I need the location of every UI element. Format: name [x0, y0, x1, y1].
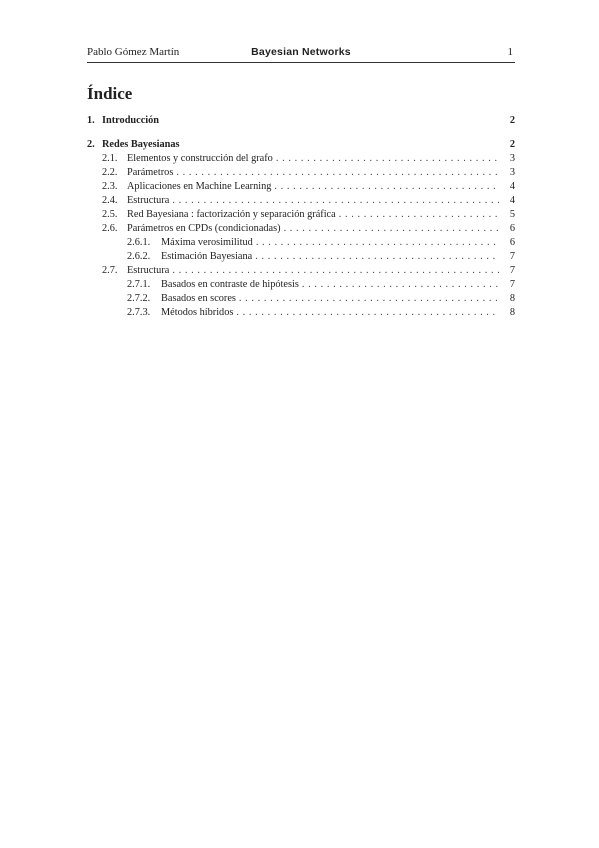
toc-entry-number: 2.7.3. [127, 307, 151, 318]
toc-entry-subsubsection[interactable] [127, 278, 515, 291]
toc-entry-subsection[interactable] [102, 222, 515, 235]
toc-leader-dots [274, 180, 499, 193]
toc-entry-page: 4 [509, 181, 515, 192]
header-title: Bayesian Networks [251, 46, 351, 58]
toc-entry-number: 2.7. [102, 265, 118, 276]
toc-leader-dots [172, 264, 499, 277]
toc-entry-subsection[interactable] [102, 180, 515, 193]
toc-entry-number: 2.7.2. [127, 293, 151, 304]
toc-entry-label: Parámetros en CPDs (condicionadas) [127, 223, 281, 234]
header-rule [87, 62, 515, 63]
header-page-number: 1 [507, 46, 513, 58]
toc-entry-page: 8 [509, 293, 515, 304]
toc-entry-number: 2.6.2. [127, 251, 151, 262]
toc-title: Índice [87, 84, 133, 103]
toc-entry-number: 2.7.1. [127, 279, 151, 290]
toc-leader-dots [172, 194, 499, 207]
toc-entry-label: Elementos y construcción del grafo [127, 153, 273, 164]
toc-entry-label: Parámetros [127, 167, 174, 178]
toc-leader-dots [239, 292, 499, 305]
toc-entry-page: 2 [509, 139, 515, 150]
toc-entry-subsection[interactable] [102, 208, 515, 221]
toc-entry-section[interactable] [87, 138, 515, 151]
toc-entry-number: 1. [87, 115, 95, 126]
toc-entry-subsection[interactable] [102, 152, 515, 165]
toc-entry-label: Estructura [127, 265, 170, 276]
toc-entry-label: Aplicaciones en Machine Learning [127, 181, 272, 192]
toc-entry-subsubsection[interactable] [127, 236, 515, 249]
running-header [87, 46, 515, 60]
toc-entry-label: Redes Bayesianas [102, 139, 180, 150]
toc-entry-number: 2.6. [102, 223, 118, 234]
toc-entry-number: 2.4. [102, 195, 118, 206]
toc-leader-dots [276, 152, 499, 165]
toc-entry-number: 2.1. [102, 153, 118, 164]
toc-leader-dots [284, 222, 499, 235]
toc-entry-page: 7 [509, 251, 515, 262]
toc-entry-page: 4 [509, 195, 515, 206]
toc-entry-page: 6 [509, 223, 515, 234]
toc-entry-label: Estructura [127, 195, 170, 206]
toc-leader-dots [236, 306, 499, 319]
toc-leader-dots [339, 208, 499, 221]
toc-entry-page: 6 [509, 237, 515, 248]
toc-entry-page: 3 [509, 167, 515, 178]
toc-entry-number: 2.6.1. [127, 237, 151, 248]
toc-entry-label: Métodos híbridos [161, 307, 234, 318]
toc-entry-label: Basados en scores [161, 293, 236, 304]
toc-entry-section[interactable] [87, 114, 515, 127]
header-author: Pablo Gómez Martín [87, 46, 180, 58]
toc-entry-page: 7 [509, 265, 515, 276]
toc-leader-dots [302, 278, 499, 291]
toc-entry-subsubsection[interactable] [127, 250, 515, 263]
toc-entry-label: Introducción [102, 115, 160, 126]
toc-entry-label: Estimación Bayesiana [161, 251, 253, 262]
toc-entry-page: 3 [509, 153, 515, 164]
toc-entry-number: 2.3. [102, 181, 118, 192]
toc-entry-subsubsection[interactable] [127, 306, 515, 319]
toc-entry-label: Basados en contraste de hipótesis [161, 279, 299, 290]
toc-leader-dots [256, 236, 499, 249]
toc-entry-number: 2. [87, 139, 95, 150]
toc-entry-label: Red Bayesiana : factorización y separación gráfica [127, 209, 336, 220]
toc-entry-subsection[interactable] [102, 166, 515, 179]
toc-leader-dots [255, 250, 499, 263]
toc-entry-number: 2.2. [102, 167, 118, 178]
toc-entry-page: 7 [509, 279, 515, 290]
toc-entry-subsubsection[interactable] [127, 292, 515, 305]
toc-entry-page: 8 [509, 307, 515, 318]
toc-entry-label: Máxima verosimilitud [161, 237, 253, 248]
toc-entry-subsection[interactable] [102, 264, 515, 277]
toc-entry-subsection[interactable] [102, 194, 515, 207]
toc-entry-number: 2.5. [102, 209, 118, 220]
toc-leader-dots [176, 166, 499, 179]
toc-entry-page: 5 [509, 209, 515, 220]
toc-entry-page: 2 [509, 115, 515, 126]
